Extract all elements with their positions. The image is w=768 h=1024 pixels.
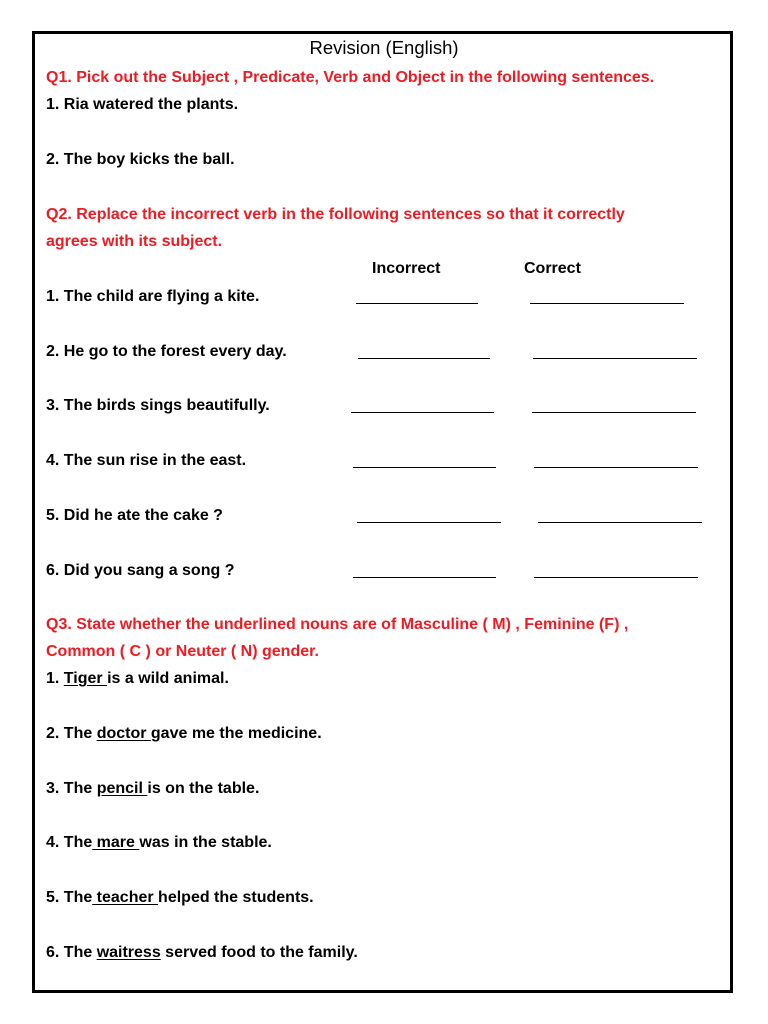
- q1-item-2: 2. The boy kicks the ball.: [46, 151, 235, 168]
- column-header-correct: Correct: [524, 260, 581, 277]
- q3-prompt-line1: Q3. State whether the underlined nouns are of Masculine ( M) , Feminine (F) ,: [46, 616, 629, 633]
- q3-item-prefix: 5. The: [46, 889, 93, 906]
- q3-item-1: [46, 669, 229, 689]
- underlined-noun: mare: [92, 834, 140, 851]
- q3-item-rest: is a wild animal.: [107, 670, 229, 687]
- underlined-noun: waitress: [96, 944, 161, 961]
- q3-item-prefix: 6. The: [46, 944, 97, 961]
- underlined-noun: teacher: [92, 889, 159, 906]
- q3-item-rest: is on the table.: [147, 780, 260, 797]
- q3-item-rest: served food to the family.: [160, 944, 358, 961]
- incorrect-answer-blank-3[interactable]: [351, 412, 494, 413]
- q3-item-2: [46, 724, 322, 744]
- incorrect-answer-blank-4[interactable]: [353, 467, 496, 468]
- q3-item-rest: gave me the medicine.: [150, 725, 322, 742]
- q2-prompt-line1: Q2. Replace the incorrect verb in the following sentences so that it correctly: [46, 206, 625, 223]
- incorrect-answer-blank-6[interactable]: [353, 577, 496, 578]
- underlined-noun: doctor: [96, 725, 151, 742]
- correct-answer-blank-4[interactable]: [534, 467, 698, 468]
- q3-item-5: [46, 888, 314, 908]
- q3-item-prefix: 3. The: [46, 780, 97, 797]
- q2-item-4: 4. The sun rise in the east.: [46, 452, 247, 469]
- q3-item-prefix: 2. The: [46, 725, 97, 742]
- correct-answer-blank-6[interactable]: [534, 577, 698, 578]
- q1-prompt: Q1. Pick out the Subject , Predicate, Verb and Object in the following sentences.: [46, 69, 655, 86]
- q3-item-6: [46, 943, 358, 963]
- q3-item-prefix: 1.: [46, 670, 64, 687]
- correct-answer-blank-3[interactable]: [532, 412, 696, 413]
- q2-item-5: 5. Did he ate the cake ?: [46, 507, 223, 524]
- page-title: Revision (English): [309, 37, 459, 58]
- q2-prompt-line2: agrees with its subject.: [46, 233, 223, 250]
- q1-item-1: 1. Ria watered the plants.: [46, 96, 239, 113]
- correct-answer-blank-2[interactable]: [533, 358, 697, 359]
- correct-answer-blank-1[interactable]: [530, 303, 684, 304]
- q3-item-4: [46, 833, 272, 853]
- underlined-noun: pencil: [96, 780, 148, 797]
- q2-item-1: 1. The child are flying a kite.: [46, 288, 260, 305]
- q3-item-3: [46, 779, 259, 799]
- incorrect-answer-blank-1[interactable]: [356, 303, 478, 304]
- q2-item-2: 2. He go to the forest every day.: [46, 343, 287, 360]
- underlined-noun: Tiger: [63, 670, 108, 687]
- q3-item-rest: was in the stable.: [139, 834, 272, 851]
- correct-answer-blank-5[interactable]: [538, 522, 702, 523]
- q2-item-6: 6. Did you sang a song ?: [46, 562, 235, 579]
- q3-item-prefix: 4. The: [46, 834, 93, 851]
- q3-prompt-line2: Common ( C ) or Neuter ( N) gender.: [46, 643, 319, 660]
- column-header-incorrect: Incorrect: [372, 260, 441, 277]
- incorrect-answer-blank-2[interactable]: [358, 358, 490, 359]
- q2-item-3: 3. The birds sings beautifully.: [46, 397, 270, 414]
- incorrect-answer-blank-5[interactable]: [357, 522, 501, 523]
- q3-item-rest: helped the students.: [158, 889, 314, 906]
